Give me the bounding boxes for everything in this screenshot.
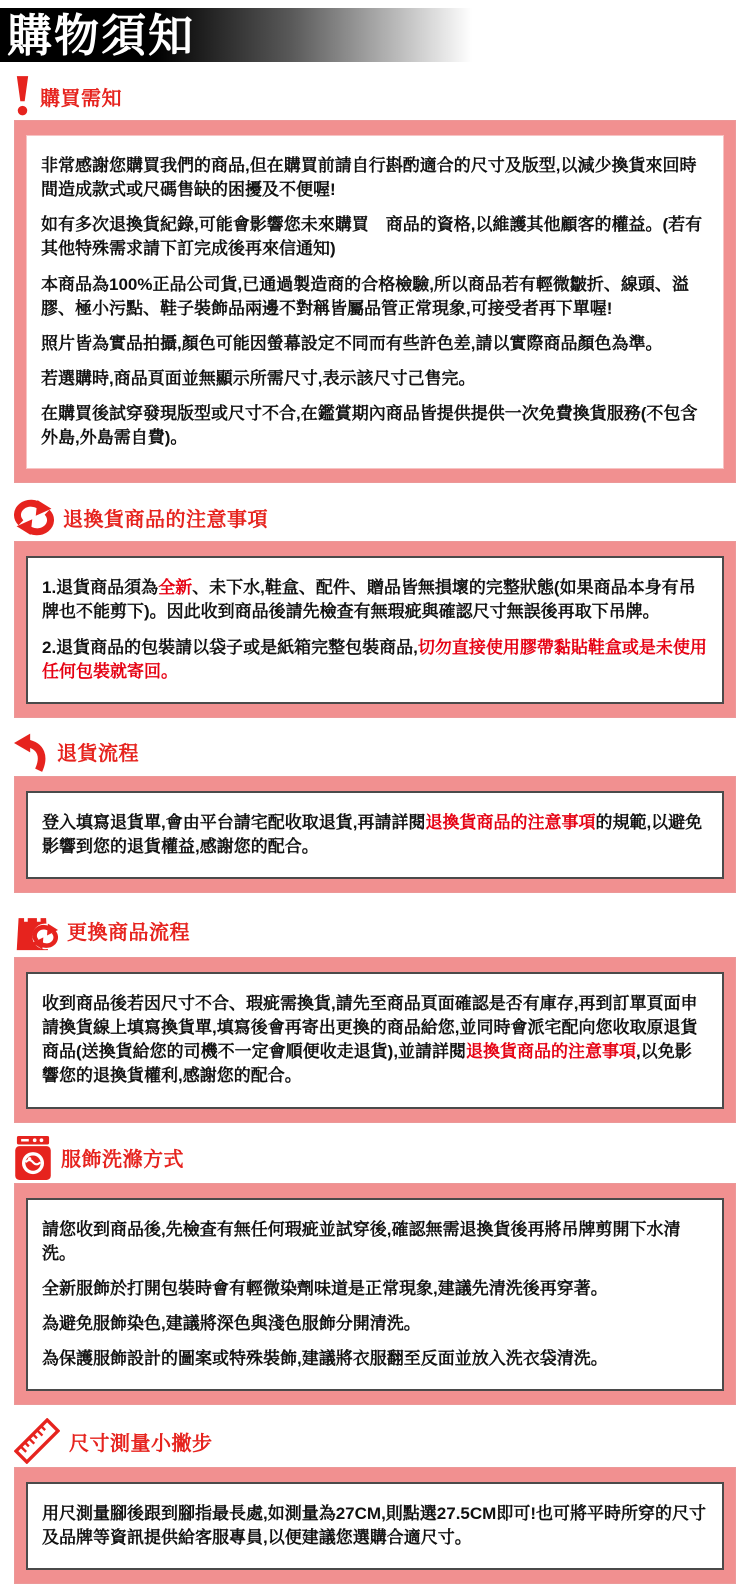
notice-text — [26, 556, 724, 704]
notice-text — [26, 135, 724, 469]
notice-box — [14, 541, 736, 718]
page-title: 購物須知 — [7, 9, 196, 61]
section-washing-instructions — [0, 1136, 750, 1406]
washing-machine-icon — [14, 1136, 52, 1180]
notice-paragraph: 2.退貨商品的包裝請以袋子或是紙箱完整包裝商品,切勿直接使用膠帶黏貼鞋盒或是未使用任何包裝就寄回。 — [42, 637, 707, 681]
section-header — [14, 731, 736, 773]
section-header — [14, 496, 736, 538]
notice-text — [26, 1482, 724, 1570]
notice-box — [14, 120, 736, 483]
notice-paragraph: 若選購時,商品頁面並無顯示所需尺寸,表示該尺寸己售完。 — [41, 368, 476, 388]
notice-text — [26, 972, 724, 1109]
notice-paragraph: 用尺測量腳後跟到腳指最長處,如測量為27CM,則點選27.5CM即可!也可將平時所穿的尺寸及品牌等資訊提供給客服專員,以便建議您選購合適尺寸。 — [42, 1504, 706, 1548]
notice-paragraph: 如有多次退換貨紀錄,可能會影響您未來購買 商品的資格,以維護其他顧客的權益。(若有其他特殊需求請下訂完成後再來信通知) — [41, 215, 703, 259]
notice-paragraph: 全新服飾於打開包裝時會有輕微染劑味道是正常現象,建議先清洗後再穿著。 — [42, 1278, 608, 1298]
notice-paragraph: 1.退貨商品須為全新、未下水,鞋盒、配件、贈品皆無損壞的完整狀態(如果商品本身有吊牌也不能剪下)。因此收到商品後請先檢查有無瑕疵與確認尺寸無誤後再取下吊牌。 — [42, 578, 696, 622]
section-header — [14, 75, 736, 117]
notice-box — [14, 776, 736, 893]
notice-paragraph: 請您收到商品後,先檢查有無任何瑕疵並試穿後,確認無需退換貨後再將吊牌剪開下水清洗。 — [42, 1219, 681, 1263]
exclamation-icon — [14, 76, 31, 116]
section-title: 服飾洗滌方式 — [61, 1149, 184, 1171]
notice-box — [14, 1183, 736, 1406]
section-exchange-process — [0, 906, 750, 1123]
notice-box — [14, 957, 736, 1123]
notice-paragraph: 本商品為100%正品公司貨,已通過製造商的合格檢驗,所以商品若有輕微皺折、線頭、溢膠、極小污點、鞋子裝飾品兩邊不對稱皆屬品管正常現象,可接受者再下單喔! — [41, 274, 689, 318]
notice-box — [14, 1467, 736, 1584]
notice-paragraph: 照片皆為實品拍攝,顏色可能因螢幕設定不同而有些許色差,請以實際商品顏色為準。 — [41, 333, 663, 353]
notice-paragraph: 在購買後試穿發現版型或尺寸不合,在鑑賞期內商品皆提供提供一次免費換貨服務(不包含外島,外島需自費)。 — [41, 404, 698, 448]
section-return-process — [0, 731, 750, 893]
notice-paragraph: 登入填寫退貨單,會由平台請宅配收取退貨,再請詳閱退換貨商品的注意事項的規範,以避免影響到您的退貨權益,感謝您的配合。 — [42, 812, 703, 856]
notice-paragraph: 為保護服飾設計的圖案或特殊裝飾,建議將衣服翻至反面並放入洗衣袋清洗。 — [42, 1349, 608, 1368]
section-measuring-tips — [0, 1418, 750, 1584]
bag-exchange-icon — [14, 906, 58, 954]
section-return-exchange-notes — [0, 496, 750, 718]
section-purchase-notice — [0, 75, 750, 483]
notice-text — [26, 791, 724, 879]
page-title-banner — [0, 8, 472, 62]
section-header — [14, 1418, 736, 1464]
section-title: 退貨流程 — [57, 743, 139, 766]
ruler-icon — [14, 1418, 60, 1464]
notice-paragraph: 為避免服飾染色,建議將深色與淺色服飾分開清洗。 — [42, 1313, 421, 1333]
notice-text — [26, 1198, 724, 1392]
refresh-arrows-icon — [14, 499, 54, 536]
section-title: 更換商品流程 — [67, 921, 190, 944]
section-title: 退換貨商品的注意事項 — [63, 508, 268, 531]
section-title: 尺寸測量小撇步 — [69, 1432, 213, 1455]
notice-paragraph: 非常感謝您購買我們的商品,但在購買前請自行斟酌適合的尺寸及版型,以減少換貨來回時間造成款式或尺碼售缺的困擾及不便喔! — [41, 156, 697, 200]
section-header — [14, 1136, 736, 1180]
notice-paragraph: 收到商品後若因尺寸不合、瑕疵需換貨,請先至商品頁面確認是否有庫存,再到訂單頁面申請換貨線上填寫換貨單,填寫後會再寄出更換的商品給您,並同時會派宅配向您收取原退貨商品(送換貨給您的司機不一定會順便收走退貨),並請詳閱退換貨商品的注意事項,以免影響您的退換貨權利,感謝您的配合。 — [42, 994, 698, 1086]
return-arrow-icon — [14, 731, 48, 772]
section-title: 購買需知 — [40, 87, 122, 110]
section-header — [14, 906, 736, 954]
